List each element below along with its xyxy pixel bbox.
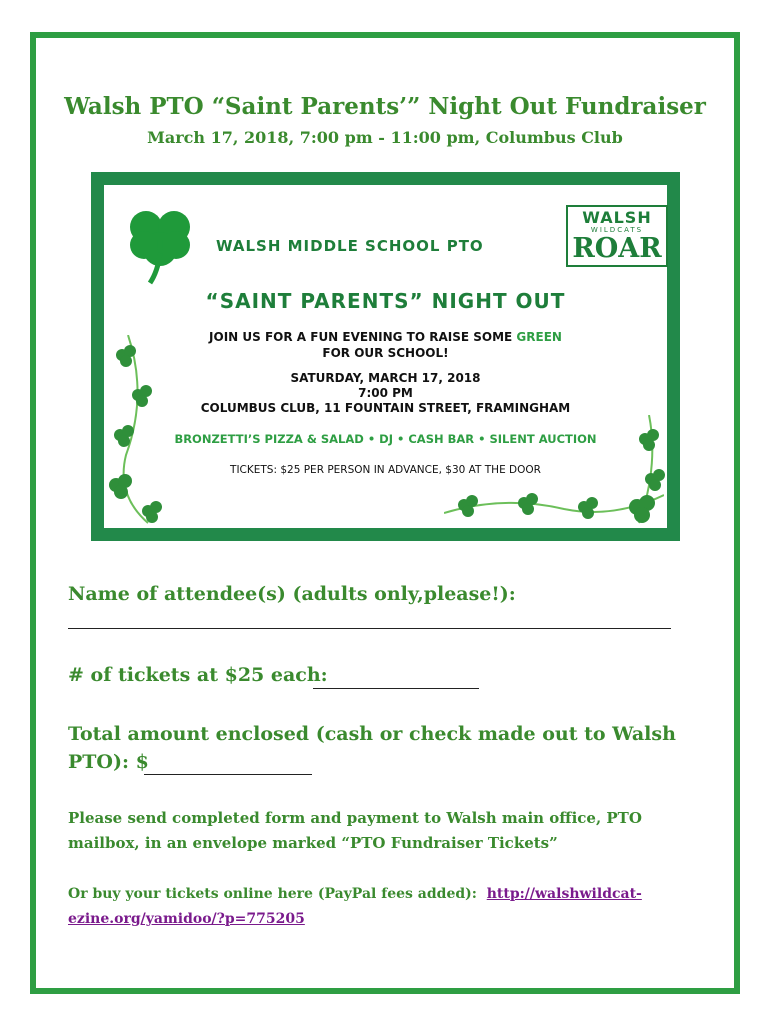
attendee-name-line <box>68 628 671 629</box>
join-text: JOIN US FOR A FUN EVENING TO RAISE SOME <box>209 330 517 344</box>
online-purchase <box>68 882 688 932</box>
event-subtitle: March 17, 2018, 7:00 pm - 11:00 pm, Columbus Club <box>147 128 623 147</box>
mailing-instructions: Please send completed form and payment to Walsh main office, PTO mailbox, in an envelope marked “PTO Fundraiser Tickets” <box>68 809 642 852</box>
flyer-body <box>104 185 667 528</box>
event-amenities: BRONZETTI’S PIZZA & SALAD • DJ • CASH BAR • SILENT AUCTION <box>174 432 597 446</box>
school-name: WALSH MIDDLE SCHOOL PTO <box>216 237 484 255</box>
tickets-label: # of tickets at $25 each: <box>68 664 328 686</box>
online-purchase-link[interactable]: http://walshwildcat-ezine.org/yamidoo/?p=775205 <box>68 886 642 927</box>
tickets-count-line <box>313 688 479 689</box>
event-venue: COLUMBUS CLUB, 11 FOUNTAIN STREET, FRAMINGHAM <box>200 401 571 415</box>
online-purchase-text: Or buy your tickets online here (PayPal fees added): <box>68 886 477 902</box>
total-amount-line <box>144 774 312 775</box>
page-title: Walsh PTO “Saint Parents’” Night Out Fundraiser <box>64 93 706 120</box>
walsh-roar-logo <box>566 205 668 267</box>
logo-wildcats-text: WILDCATS <box>590 226 644 234</box>
event-time: 7:00 PM <box>358 386 413 400</box>
clover-vine-right-icon <box>609 415 669 525</box>
shamrock-icon <box>120 203 200 285</box>
logo-roar-text: ROAR <box>572 233 662 264</box>
clover-vine-left-icon <box>108 335 178 525</box>
ticket-prices: TICKETS: $25 PER PERSON IN ADVANCE, $30 AT THE DOOR <box>230 464 541 476</box>
event-name: “SAINT PARENTS” NIGHT OUT <box>205 289 566 313</box>
join-green-text: GREEN <box>516 330 562 344</box>
join-line <box>104 330 667 344</box>
event-flyer <box>91 172 680 541</box>
total-amount-label: Total amount enclosed (cash or check made out to Walsh PTO): $ <box>68 723 676 773</box>
attendee-label: Name of attendee(s) (adults only,please!): <box>68 583 516 605</box>
logo-walsh-text: WALSH <box>582 208 652 227</box>
event-date: SATURDAY, MARCH 17, 2018 <box>290 371 481 385</box>
join-line-2: FOR OUR SCHOOL! <box>322 346 449 360</box>
